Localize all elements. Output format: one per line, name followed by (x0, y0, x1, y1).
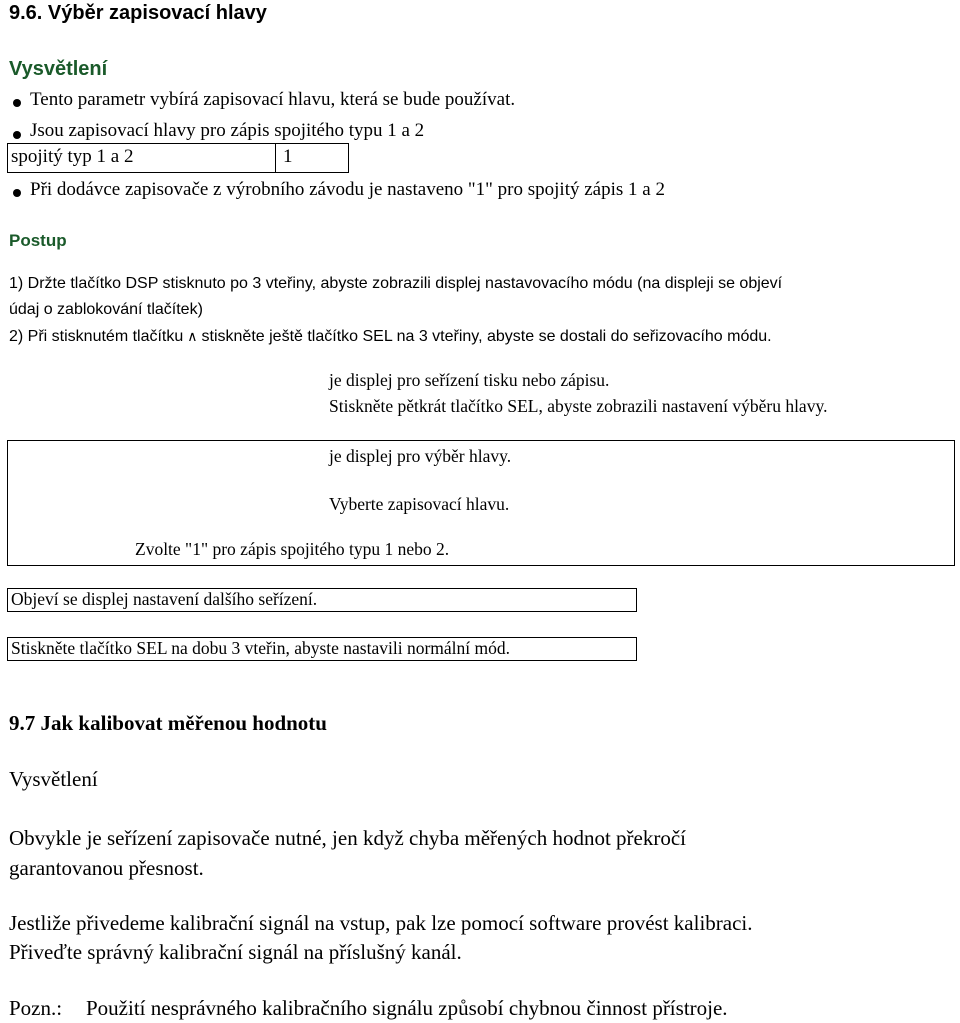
bullet-icon (13, 99, 21, 107)
section-title: 9.7 Jak kalibovat měřenou hodnotu (9, 711, 327, 735)
flow-line-d: Vyberte zapisovací hlavu. (329, 494, 510, 514)
flow-box-1-text: Objeví se displej nastavení dalšího seřízení. (11, 589, 318, 609)
paragraph-1-line-2: garantovanou přesnost. (9, 856, 204, 880)
bullet-icon (13, 131, 21, 139)
step-1-line-2: údaj o zablokování tlačítek) (9, 301, 203, 318)
flow-line-b: Stiskněte pětkrát tlačítko SEL, abyste zobrazili nastavení výběru hlavy. (329, 396, 828, 416)
up-caret-icon: ∧ (187, 329, 198, 345)
procedure-heading: Postup (9, 231, 67, 250)
flow-line-e: Zvolte "1" pro zápis spojitého typu 1 nebo 2. (135, 539, 450, 559)
note-label: Pozn.: (9, 996, 63, 1020)
table-cell-value: 1 (283, 146, 293, 167)
table-divider (275, 143, 276, 173)
explanation-heading: Vysvětlení (9, 58, 108, 80)
paragraph-2-line-1: Jestliže přivedeme kalibrační signál na vstup, pak lze pomocí software provést kalibraci. (9, 911, 753, 935)
bullet-text: Jsou zapisovací hlavy pro zápis spojitého typu 1 a 2 (30, 120, 425, 141)
step-2 (9, 328, 772, 346)
flow-box-2-text: Stiskněte tlačítko SEL na dobu 3 vteřin, abyste nastavili normální mód. (11, 638, 510, 658)
bullet-text: Při dodávce zapisovače z výrobního závodu je nastaveno "1" pro spojitý zápis 1 a 2 (30, 179, 665, 200)
paragraph-1-line-1: Obvykle je seřízení zapisovače nutné, jen když chyba měřených hodnot překročí (9, 826, 686, 850)
step-2-pre: 2) Při stisknutém tlačítku (9, 328, 184, 345)
table-cell-type: spojitý typ 1 a 2 (11, 146, 134, 167)
flow-line-c: je displej pro výběr hlavy. (329, 446, 512, 466)
bullet-text: Tento parametr vybírá zapisovací hlavu, která se bude používat. (30, 89, 516, 110)
step-1-line-1: 1) Držte tlačítko DSP stisknuto po 3 vteřiny, abyste zobrazili displej nastavovacího módu (na displeji se objeví (9, 275, 783, 292)
note-text: Použití nesprávného kalibračního signálu způsobí chybnou činnost přístroje. (86, 996, 728, 1020)
explanation-heading: Vysvětlení (9, 767, 98, 791)
paragraph-2-line-2: Přiveďte správný kalibrační signál na příslušný kanál. (9, 940, 462, 964)
bullet-icon (13, 189, 21, 197)
section-title: 9.6. Výběr zapisovací hlavy (9, 2, 267, 24)
step-2-post: stiskněte ještě tlačítko SEL na 3 vteřiny, abyste se dostali do seřizovacího módu. (201, 328, 772, 345)
flow-line-a: je displej pro seřízení tisku nebo zápisu. (329, 370, 610, 390)
